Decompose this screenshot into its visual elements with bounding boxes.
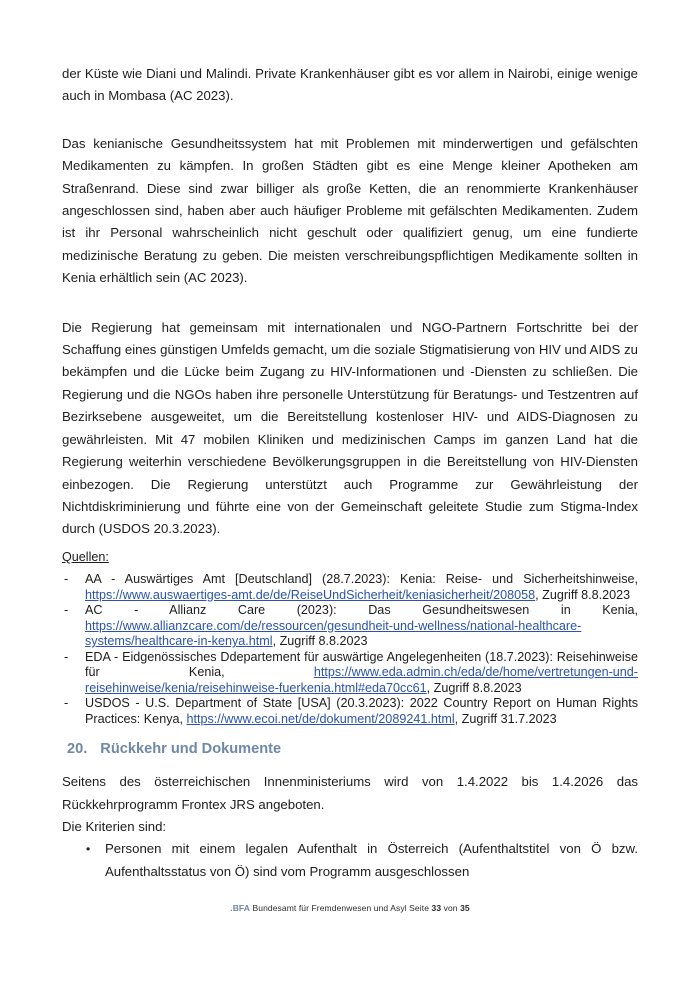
bullet-text: Personen mit einem legalen Aufenthalt in Österreich (Aufenthaltstitel von Ö bzw. Aufenthaltsstatus von Ö) sind vom Programm ausgeschlossen [105,841,638,879]
page-content [62,63,638,883]
source-text: , Zugriff 31.7.2023 [454,711,557,726]
footer-department: Bundesamt für Fremdenwesen und Asyl [252,903,407,913]
page-footer [0,903,700,913]
list-item [62,838,638,883]
source-text: , Zugriff 8.8.2023 [426,680,522,695]
source-text: AA - Auswärtiges Amt [Deutschland] (28.7.2023): Kenia: Reise- und Sicherheitshinweise, [85,572,638,587]
source-link[interactable]: https://www.ecoi.net/de/dokument/2089241.html [186,711,455,726]
section-title: Rückkehr und Dokumente [100,741,282,758]
source-text: , Zugriff 8.8.2023 [272,634,368,649]
footer-of-word: von [443,903,458,913]
footer-total-pages: 35 [460,903,470,913]
paragraph-hospitals: der Küste wie Diani und Malindi. Private Krankenhäuser gibt es vor allem in Nairobi, einige wenige auch in Mombasa (AC 2023). [62,66,638,104]
dash-marker: - [64,649,69,664]
source-text: EDA - Eidgenössisches Ddepartement für auswärtige Angelegenheiten (18.7.2023): Reisehinweise für Kenia, [85,649,638,680]
source-text: AC - Allianz Care (2023): Das Gesundheitswesen in Kenia, [85,603,638,618]
sources-list [62,572,638,727]
source-text: USDOS - U.S. Department of State [USA] (20.3.2023): 2022 Country Report on Human Rights Practices: Kenya, [85,696,638,726]
source-link[interactable]: https://www.auswaertiges-amt.de/de/ReiseUndSicherheit/keniasicherheit/208058 [85,587,536,602]
source-text: , Zugriff 8.8.2023 [535,587,631,602]
list-item [62,603,638,650]
paragraph-criteria-intro: Die Kriterien sind: [62,819,167,835]
paragraph-return-program: Seitens des österreichischen Innenministeriums wird von 1.4.2022 bis 1.4.2026 das Rückkehrprogramm Frontex JRS angeboten. [62,774,638,812]
list-item [62,696,638,727]
sources-heading: Quellen: [62,549,109,564]
bullet-marker: • [86,842,91,857]
bfa-logo: .BFA [230,903,250,913]
section-number: 20. [67,741,88,758]
section-heading [67,740,638,758]
footer-page-number: 33 [431,903,442,913]
list-item [62,572,638,603]
dash-marker: - [64,603,69,618]
list-item [62,650,638,697]
source-link[interactable]: https://www.allianzcare.com/de/ressourcen/gesundheit-und-wellness/national-healthcare-systems/healthcare-in-kenya.html [85,618,582,649]
dash-marker: - [64,572,69,587]
source-link[interactable]: https://www.eda.admin.ch/eda/de/home/vertretungen-und-reisehinweise/kenia/reisehinweise-fuerkenia.html#eda70cc61 [85,665,638,695]
footer-page-word: Seite [409,903,430,913]
dash-marker: - [64,696,69,711]
paragraph-hiv-programs: Die Regierung hat gemeinsam mit internationalen und NGO-Partnern Fortschritte bei der Schaffung eines günstigen Umfelds gemacht, um die soziale Stigmatisierung von HIV und AIDS zu bekämpfen und die Lücke beim Zugang zu HIV-Informationen und -Diensten zu schließen. Die Regierung und die NGOs haben ihre personelle Unterstützung für Beratungs- und Testzentren auf Bezirksebene ausgeweitet, um die Bereitstellung kostenloser HIV- und AIDS-Diagnosen zu gewährleisten. Mit 47 mobilen Kliniken und medizinischen Camps im ganzen Land hat die Regierung weiterhin verschiedene Bevölkerungsgruppen in die Bereitstellung von HIV-Diensten einbezogen. Die Regierung unterstützt auch Programme zur Gewährleistung der Nichtdiskriminierung und führte eine von der Gemeinschaft geleitete Studie zum Stigma-Index durch (USDOS 20.3.2023). [62,319,638,537]
paragraph-health-system: Das kenianische Gesundheitssystem hat mit Problemen mit minderwertigen und gefälschten Medikamenten zu kämpfen. In großen Städten gibt es eine Menge kleiner Apotheken am Straßenrand. Diese sind zwar billiger als große Ketten, die an renommierte Krankenhäuser angeschlossen sind, haben aber auch häufiger Probleme mit gefälschten Medikamenten. Zudem ist ihr Personal wahrscheinlich nicht geschult oder qualifiziert genug, um eine fundierte medizinische Beratung zu geben. Die meisten verschreibungspflichtigen Medikamente sollten in Kenia erhältlich sein (AC 2023). [62,135,638,286]
